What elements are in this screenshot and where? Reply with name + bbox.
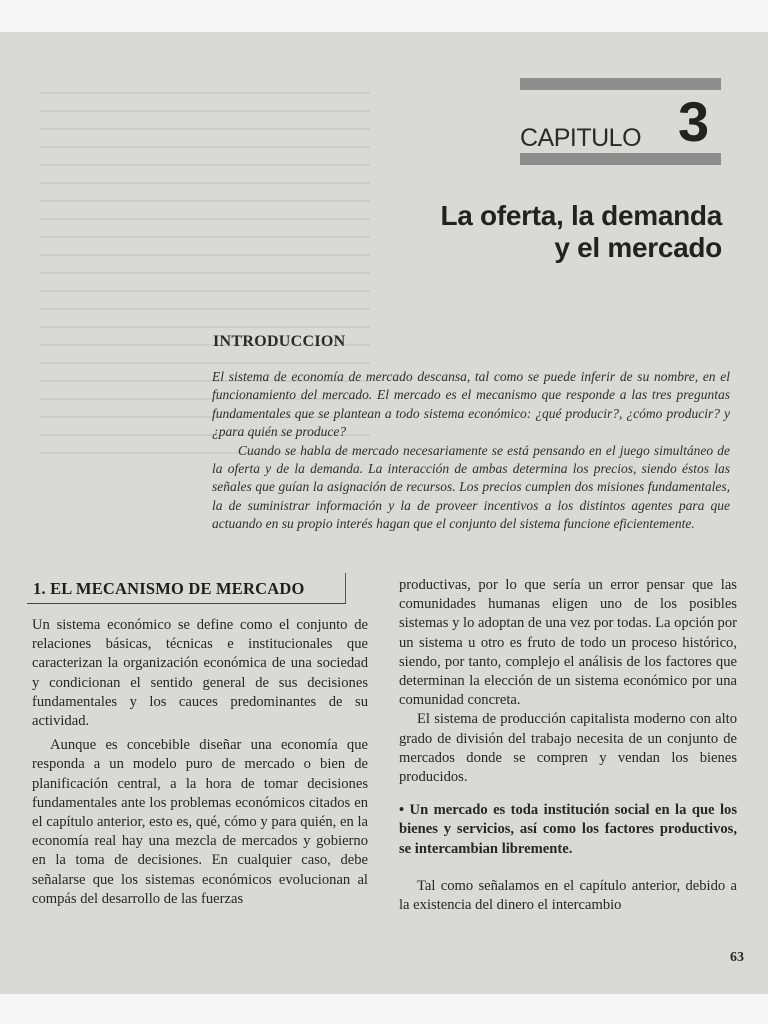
right-paragraph-1: productivas, por lo que sería un error pensar que las comunidades humanas eligen uno de los posibles sistemas y lo adoptan de una vez por todas. La opción por un sistema u otro es fruto de todo un proceso histórico, siendo, por tanto, complejo el análisis de los factores que determinan la elección de un sistema económico por una comunidad concreta. [399,577,738,709]
section-heading: 1. EL MECANISMO DE MERCADO [33,579,305,598]
intro-paragraph-1: El sistema de economía de mercado descansa, tal como se puede inferir de su nombre, en el funcionamiento del mercado. El mercado es el mecanismo que responde a las tres preguntas fundamentales que se plantean a todo sistema económico: ¿qué producir?, ¿cómo producir? y ¿para quién se produce? [212,369,730,440]
intro-text [212,368,730,534]
right-paragraph-2: El sistema de producción capitalista moderno con alto grado de división del trabajo necesita de un conjunto de mercados donde se compren y vendan los bienes producidos. [399,711,737,786]
chapter-title-line1: La oferta, la demanda [440,200,722,231]
chapter-title [440,200,722,264]
intro-paragraph-2: Cuando se habla de mercado necesariamente se está pensando en el juego simultáneo de la oferta y de la demanda. La interacción de ambas determina los precios, siendo éstos las señales que guían la asignación de recursos. Los precios cumplen dos misiones fundamentales, la de suministrar información y la de proveer incentivos a los distintos agentes para que actuando en su propio interés hagan que el conjunto del sistema funcione eficientemente. [212,442,730,532]
chapter-label: CAPITULO [520,124,642,152]
page-number: 63 [730,950,744,965]
chapter-title-line2: y el mercado [554,232,722,263]
definition-bullet: • Un mercado es toda institución social en la que los bienes y servicios, así como los factores productivos, se intercambian libremente. [399,802,737,857]
right-paragraph-3: Tal como señalamos en el capítulo anterior, debido a la existencia del dinero el intercambio [399,877,737,914]
section-heading-box [27,573,346,604]
chapter-number: 3 [678,90,710,153]
right-column [399,576,737,915]
left-column [32,616,368,909]
chapter-bar-bottom [520,153,721,165]
book-page [0,32,768,994]
left-paragraph-1: Un sistema económico se define como el conjunto de relaciones básicas, técnicas e institucionales que caracterizan la organización económica de una sociedad y condicionan el sentido general de sus decisiones fundamentales y los cauces predominantes de su actividad. [32,617,368,730]
left-paragraph-2: Aunque es concebible diseñar una economía que responda a un modelo puro de mercado o bien de planificación central, a la hora de tomar decisiones fundamentales ante los problemas económicos citados en el capítulo anterior, esto es, qué, cómo y para quién, en la economía real hay una mezcla de mercados y gobierno en la toma de decisiones. En cualquier caso, debe señalarse que los sistemas económicos evolucionan al compás del desarrollo de las fuerzas [32,737,368,907]
intro-heading: INTRODUCCION [213,333,346,350]
chapter-bar-top [520,78,721,90]
